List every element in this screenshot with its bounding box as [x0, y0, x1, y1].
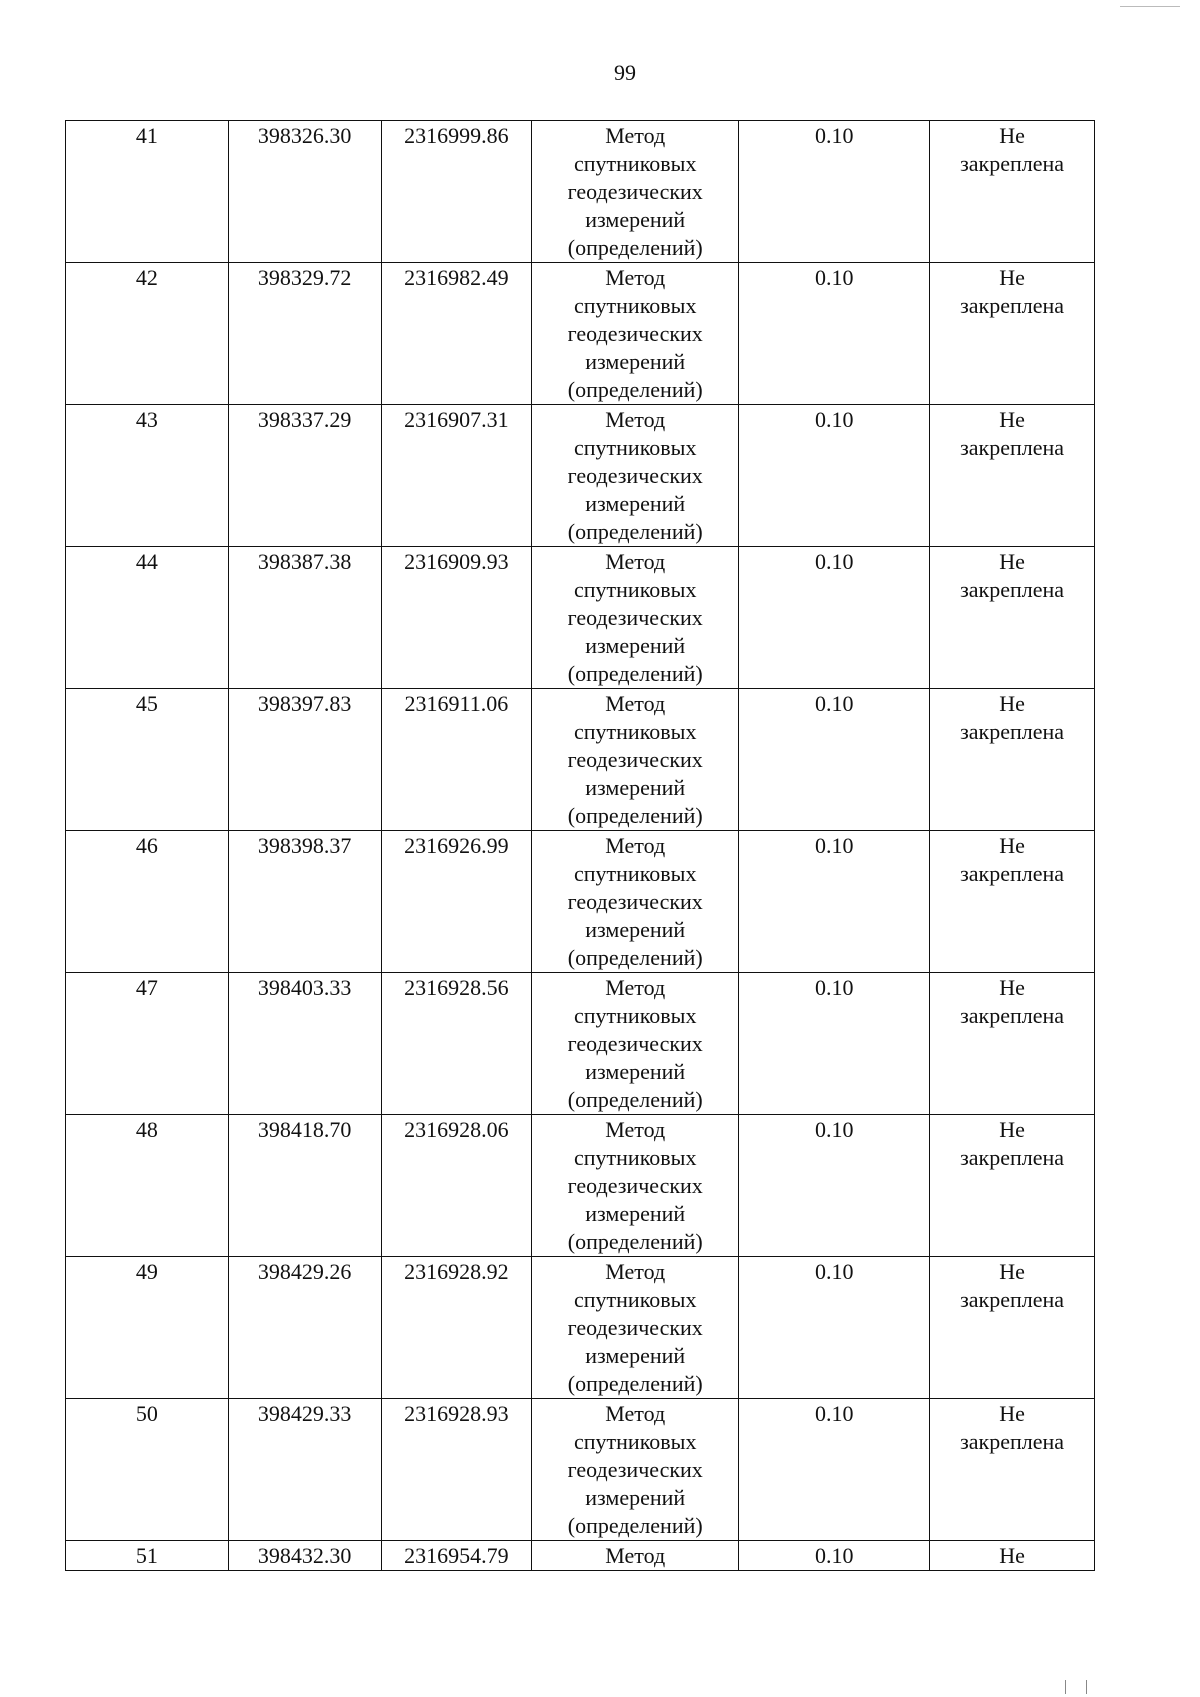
- method-cell: [532, 1257, 739, 1399]
- accuracy-cell: 0.10: [739, 973, 930, 1115]
- fixing-line: закреплена: [960, 719, 1065, 744]
- method-line: (определений): [567, 1371, 703, 1396]
- point-number-cell: 41: [66, 121, 229, 263]
- y-coordinate-cell: 2316926.99: [381, 831, 532, 973]
- fixing-line: Не: [999, 123, 1025, 148]
- method-cell: [532, 1541, 739, 1571]
- fixing-line: закреплена: [960, 435, 1065, 460]
- table-row: [66, 973, 1095, 1115]
- method-line: измерений: [585, 1059, 686, 1084]
- method-line: геодезических: [567, 463, 703, 488]
- method-cell: [532, 547, 739, 689]
- y-coordinate-cell: 2316928.06: [381, 1115, 532, 1257]
- table-row: [66, 1399, 1095, 1541]
- x-coordinate-cell: 398398.37: [228, 831, 381, 973]
- fixing-line: Не: [999, 833, 1025, 858]
- point-number-cell: 50: [66, 1399, 229, 1541]
- accuracy-cell: 0.10: [739, 1399, 930, 1541]
- x-coordinate-cell: 398418.70: [228, 1115, 381, 1257]
- accuracy-cell: 0.10: [739, 121, 930, 263]
- fixing-cell: [930, 1541, 1095, 1571]
- method-line: измерений: [585, 1343, 686, 1368]
- fixing-line: Не: [999, 549, 1025, 574]
- fixing-cell: [930, 1399, 1095, 1541]
- method-line: (определений): [567, 377, 703, 402]
- x-coordinate-cell: 398432.30: [228, 1541, 381, 1571]
- point-number-cell: 48: [66, 1115, 229, 1257]
- x-coordinate-cell: 398329.72: [228, 263, 381, 405]
- y-coordinate-cell: 2316909.93: [381, 547, 532, 689]
- method-line: геодезических: [567, 1173, 703, 1198]
- fixing-line: закреплена: [960, 1429, 1065, 1454]
- fixing-line: закреплена: [960, 577, 1065, 602]
- method-line: измерений: [585, 349, 686, 374]
- point-number-cell: 42: [66, 263, 229, 405]
- method-cell: [532, 1399, 739, 1541]
- page-number: 99: [614, 60, 636, 85]
- table-row: [66, 547, 1095, 689]
- x-coordinate-cell: 398403.33: [228, 973, 381, 1115]
- fixing-line: Не: [999, 1543, 1025, 1568]
- accuracy-cell: 0.10: [739, 831, 930, 973]
- accuracy-cell: 0.10: [739, 405, 930, 547]
- y-coordinate-cell: 2316907.31: [381, 405, 532, 547]
- method-line: Метод: [605, 265, 666, 290]
- point-number-cell: 49: [66, 1257, 229, 1399]
- fixing-line: закреплена: [960, 861, 1065, 886]
- method-line: Метод: [605, 691, 666, 716]
- method-line: (определений): [567, 1229, 703, 1254]
- method-cell: [532, 973, 739, 1115]
- method-line: геодезических: [567, 1315, 703, 1340]
- fixing-line: Не: [999, 1259, 1025, 1284]
- method-line: измерений: [585, 1485, 686, 1510]
- fixing-cell: [930, 121, 1095, 263]
- fixing-cell: [930, 831, 1095, 973]
- method-line: геодезических: [567, 889, 703, 914]
- method-line: геодезических: [567, 179, 703, 204]
- method-line: (определений): [567, 661, 703, 686]
- method-line: спутниковых: [574, 151, 697, 176]
- fixing-line: закреплена: [960, 1287, 1065, 1312]
- point-number-cell: 45: [66, 689, 229, 831]
- fixing-cell: [930, 973, 1095, 1115]
- fixing-line: закреплена: [960, 1003, 1065, 1028]
- table-row: [66, 831, 1095, 973]
- method-line: геодезических: [567, 321, 703, 346]
- y-coordinate-cell: 2316911.06: [381, 689, 532, 831]
- table-row: [66, 1257, 1095, 1399]
- method-cell: [532, 689, 739, 831]
- method-line: геодезических: [567, 1031, 703, 1056]
- method-line: (определений): [567, 945, 703, 970]
- x-coordinate-cell: 398429.26: [228, 1257, 381, 1399]
- method-line: геодезических: [567, 747, 703, 772]
- x-coordinate-cell: 398429.33: [228, 1399, 381, 1541]
- fixing-line: закреплена: [960, 1145, 1065, 1170]
- table-row: [66, 405, 1095, 547]
- table-body: [66, 121, 1095, 1571]
- method-line: Метод: [605, 833, 666, 858]
- point-number-cell: 43: [66, 405, 229, 547]
- method-line: Метод: [605, 407, 666, 432]
- table-row: [66, 1115, 1095, 1257]
- x-coordinate-cell: 398397.83: [228, 689, 381, 831]
- fixing-cell: [930, 547, 1095, 689]
- fixing-line: Не: [999, 1401, 1025, 1426]
- fixing-line: Не: [999, 407, 1025, 432]
- y-coordinate-cell: 2316928.93: [381, 1399, 532, 1541]
- method-line: спутниковых: [574, 1145, 697, 1170]
- point-number-cell: 51: [66, 1541, 229, 1571]
- y-coordinate-cell: 2316999.86: [381, 121, 532, 263]
- method-line: спутниковых: [574, 1429, 697, 1454]
- method-line: (определений): [567, 1087, 703, 1112]
- fixing-line: Не: [999, 975, 1025, 1000]
- accuracy-cell: 0.10: [739, 689, 930, 831]
- fixing-line: Не: [999, 265, 1025, 290]
- method-line: спутниковых: [574, 293, 697, 318]
- accuracy-cell: 0.10: [739, 1257, 930, 1399]
- accuracy-cell: 0.10: [739, 1541, 930, 1571]
- fixing-cell: [930, 405, 1095, 547]
- fixing-line: Не: [999, 1117, 1025, 1142]
- method-line: спутниковых: [574, 1003, 697, 1028]
- method-line: Метод: [605, 549, 666, 574]
- table-row: [66, 689, 1095, 831]
- boundary-points-table: [65, 120, 1095, 1571]
- method-line: геодезических: [567, 605, 703, 630]
- method-line: спутниковых: [574, 435, 697, 460]
- scan-bottom-mark: [1065, 1680, 1087, 1694]
- table-row: [66, 263, 1095, 405]
- method-line: (определений): [567, 235, 703, 260]
- method-line: Метод: [605, 1117, 666, 1142]
- fixing-line: закреплена: [960, 151, 1065, 176]
- y-coordinate-cell: 2316928.92: [381, 1257, 532, 1399]
- point-number-cell: 46: [66, 831, 229, 973]
- method-line: спутниковых: [574, 577, 697, 602]
- accuracy-cell: 0.10: [739, 263, 930, 405]
- table-row: [66, 1541, 1095, 1571]
- method-line: измерений: [585, 917, 686, 942]
- accuracy-cell: 0.10: [739, 1115, 930, 1257]
- method-line: (определений): [567, 803, 703, 828]
- method-line: Метод: [605, 1401, 666, 1426]
- point-number-cell: 47: [66, 973, 229, 1115]
- method-cell: [532, 263, 739, 405]
- method-line: измерений: [585, 207, 686, 232]
- method-line: Метод: [605, 123, 666, 148]
- method-line: спутниковых: [574, 719, 697, 744]
- x-coordinate-cell: 398326.30: [228, 121, 381, 263]
- fixing-cell: [930, 1115, 1095, 1257]
- method-line: измерений: [585, 491, 686, 516]
- table-row: [66, 121, 1095, 263]
- method-line: геодезических: [567, 1457, 703, 1482]
- method-line: (определений): [567, 519, 703, 544]
- method-line: измерений: [585, 1201, 686, 1226]
- method-line: спутниковых: [574, 861, 697, 886]
- accuracy-cell: 0.10: [739, 547, 930, 689]
- fixing-cell: [930, 1257, 1095, 1399]
- x-coordinate-cell: 398387.38: [228, 547, 381, 689]
- y-coordinate-cell: 2316928.56: [381, 973, 532, 1115]
- method-cell: [532, 1115, 739, 1257]
- y-coordinate-cell: 2316982.49: [381, 263, 532, 405]
- fixing-line: Не: [999, 691, 1025, 716]
- method-cell: [532, 121, 739, 263]
- method-line: Метод: [605, 1259, 666, 1284]
- method-line: измерений: [585, 775, 686, 800]
- point-number-cell: 44: [66, 547, 229, 689]
- fixing-cell: [930, 263, 1095, 405]
- fixing-line: закреплена: [960, 293, 1065, 318]
- method-line: (определений): [567, 1513, 703, 1538]
- y-coordinate-cell: 2316954.79: [381, 1541, 532, 1571]
- method-cell: [532, 405, 739, 547]
- method-line: Метод: [605, 1543, 666, 1568]
- method-line: измерений: [585, 633, 686, 658]
- method-line: спутниковых: [574, 1287, 697, 1312]
- method-cell: [532, 831, 739, 973]
- x-coordinate-cell: 398337.29: [228, 405, 381, 547]
- scan-edge-mark: [1120, 0, 1180, 7]
- method-line: Метод: [605, 975, 666, 1000]
- fixing-cell: [930, 689, 1095, 831]
